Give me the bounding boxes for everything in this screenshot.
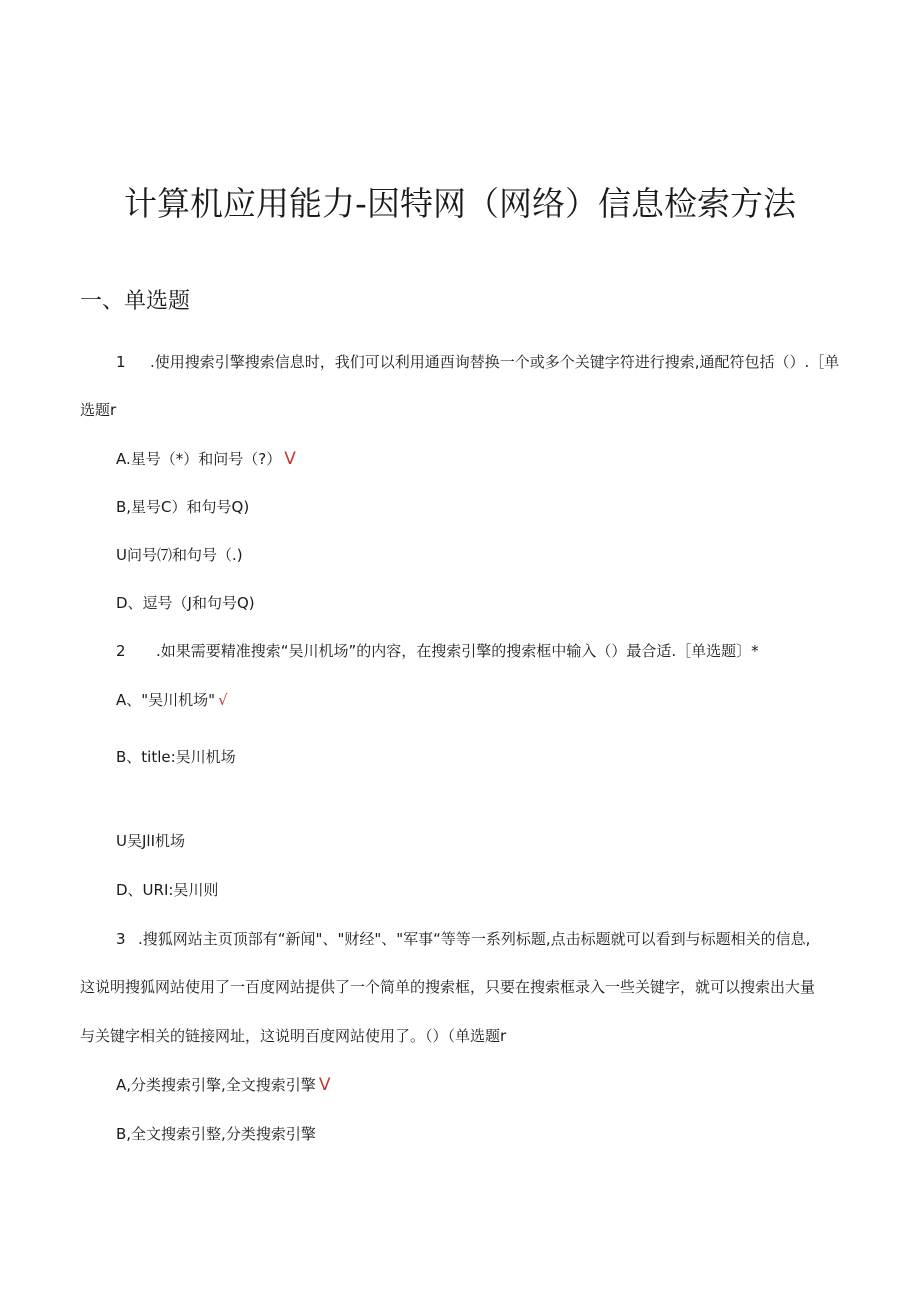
question-2-option-b: B、title:吴川机场 (116, 748, 236, 766)
option-label: A,分类搜索引擎,全文搜索引擎 (116, 1076, 316, 1094)
question-3-stem-line-2: 这说明搜狐网站使用了一百度网站提供了一个简单的搜索框，只要在搜索框录入一些关键字，就可以搜索出大量 (80, 978, 816, 996)
section-heading: 一、单选题 (80, 289, 191, 314)
correct-answer-mark: √ (218, 691, 228, 709)
question-2-option-a (116, 690, 228, 710)
question-1-option-d: D、逗号（J和句号Q) (116, 594, 255, 612)
option-label: A.星号（*）和问号（?） (116, 450, 282, 468)
question-1-stem (116, 352, 839, 372)
question-number: 2 (116, 642, 126, 660)
document-title: 计算机应用能力-因特网（网络）信息检索方法 (124, 184, 796, 223)
question-3-stem-line-3: 与关键字相关的链接网址，这说明百度网站使用了。（）（单选题r (80, 1027, 507, 1045)
question-2-option-d: D、URI:吴川则 (116, 881, 219, 899)
question-number: 1 (116, 353, 126, 371)
correct-answer-mark: V (318, 1075, 331, 1095)
question-2-stem (116, 641, 759, 661)
question-number: 3 (116, 930, 126, 948)
question-3-option-b: B,全文搜索引整,分类搜索引擎 (116, 1125, 316, 1143)
question-text: .搜狐网站主页顶部有“新闻"、"财经"、"军事“等等一系列标题,点击标题就可以看到与标题相关的信息, (138, 930, 811, 948)
option-label: A、"吴川机场" (116, 691, 216, 709)
question-1-stem-continued: 选题r (80, 401, 117, 419)
correct-answer-mark: V (284, 449, 296, 469)
question-3-stem (116, 929, 810, 949)
question-2-option-c: U吴JlI机场 (116, 832, 185, 850)
question-text: .使用搜索引擎搜索信息时，我们可以利用通酉询替换一个或多个关键字符进行搜索,通配符包括（）.［单 (150, 353, 840, 371)
question-1-option-a (116, 449, 296, 469)
question-3-option-a (116, 1075, 330, 1095)
question-1-option-b: B,星号C）和句号Q) (116, 498, 250, 516)
question-1-option-c: U问号⑺和句号（.) (116, 546, 243, 564)
question-text: .如果需要精准搜索“吴川机场”的内容，在搜索引擎的搜索框中输入（）最合适.［单选题〕* (156, 642, 759, 660)
